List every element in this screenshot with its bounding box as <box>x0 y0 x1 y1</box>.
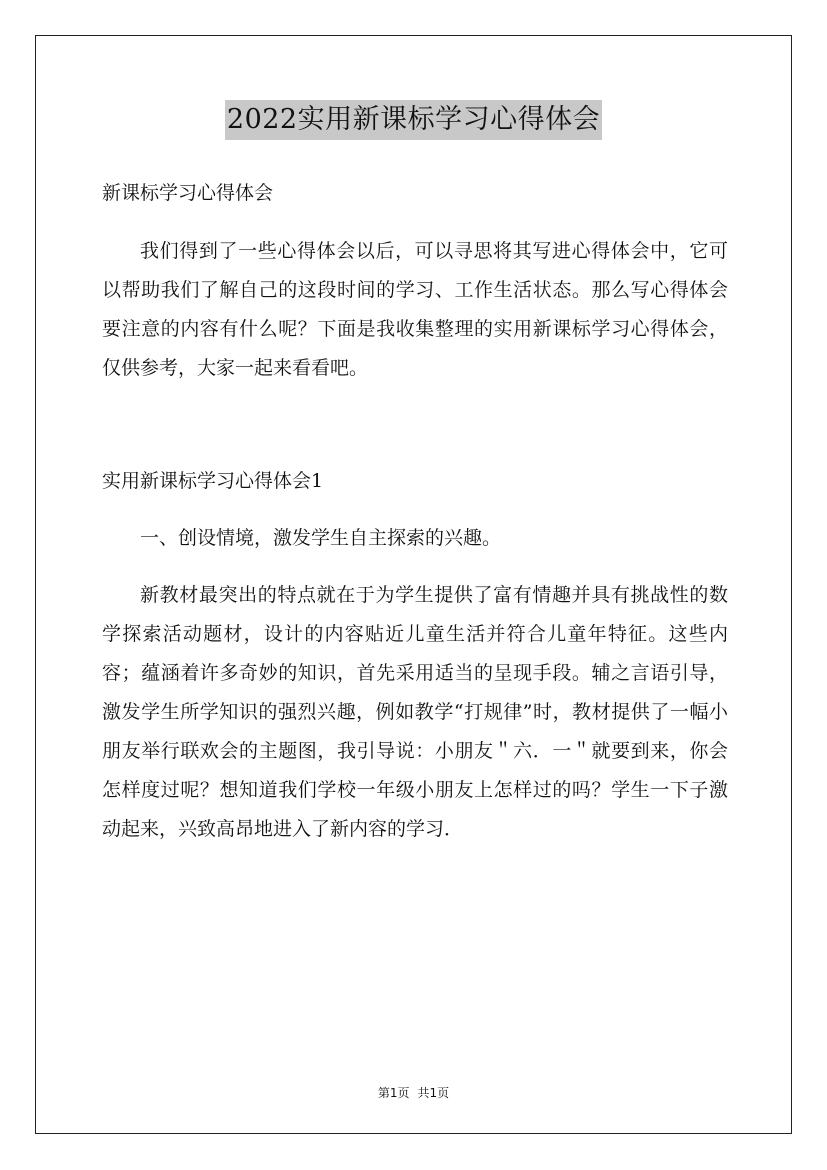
document-body <box>102 174 728 849</box>
section-paragraph: 新教材最突出的特点就在于为学生提供了富有情趣并具有挑战性的数学探索活动题材，设计的内容贴近儿童生活并符合儿童年特征。这些内容；蕴涵着许多奇妙的知识，首先采用适当的呈现手段。辅之言语引导，激发学生所学知识的强烈兴趣，例如教学“打规律”时，教材提供了一幅小朋友举行联欢会的主题图，我引导说：小朋友＂六．一＂就要到来，你会怎样度过呢？想知道我们学校一年级小朋友上怎样过的吗？学生一下子激动起来，兴致高昂地进入了新内容的学习． <box>102 584 728 840</box>
page-footer <box>0 1084 827 1101</box>
document-title: 2022实用新课标学习心得体会 <box>225 100 602 140</box>
section-title: 实用新课标学习心得体会1 <box>102 470 324 492</box>
page-number: 第1页 <box>377 1086 410 1100</box>
total-pages: 共1页 <box>417 1086 450 1100</box>
section-heading: 一、创设情境，激发学生自主探索的兴趣。 <box>140 527 502 549</box>
intro-paragraph: 我们得到了一些心得体会以后，可以寻思将其写进心得体会中，它可以帮助我们了解自己的这段时间的学习、工作生活状态。那么写心得体会要注意的内容有什么呢？下面是我收集整理的实用新课标学习心得体会，仅供参考，大家一起来看看吧。 <box>102 240 728 379</box>
title-container <box>0 100 827 140</box>
document-subtitle: 新课标学习心得体会 <box>102 182 274 204</box>
